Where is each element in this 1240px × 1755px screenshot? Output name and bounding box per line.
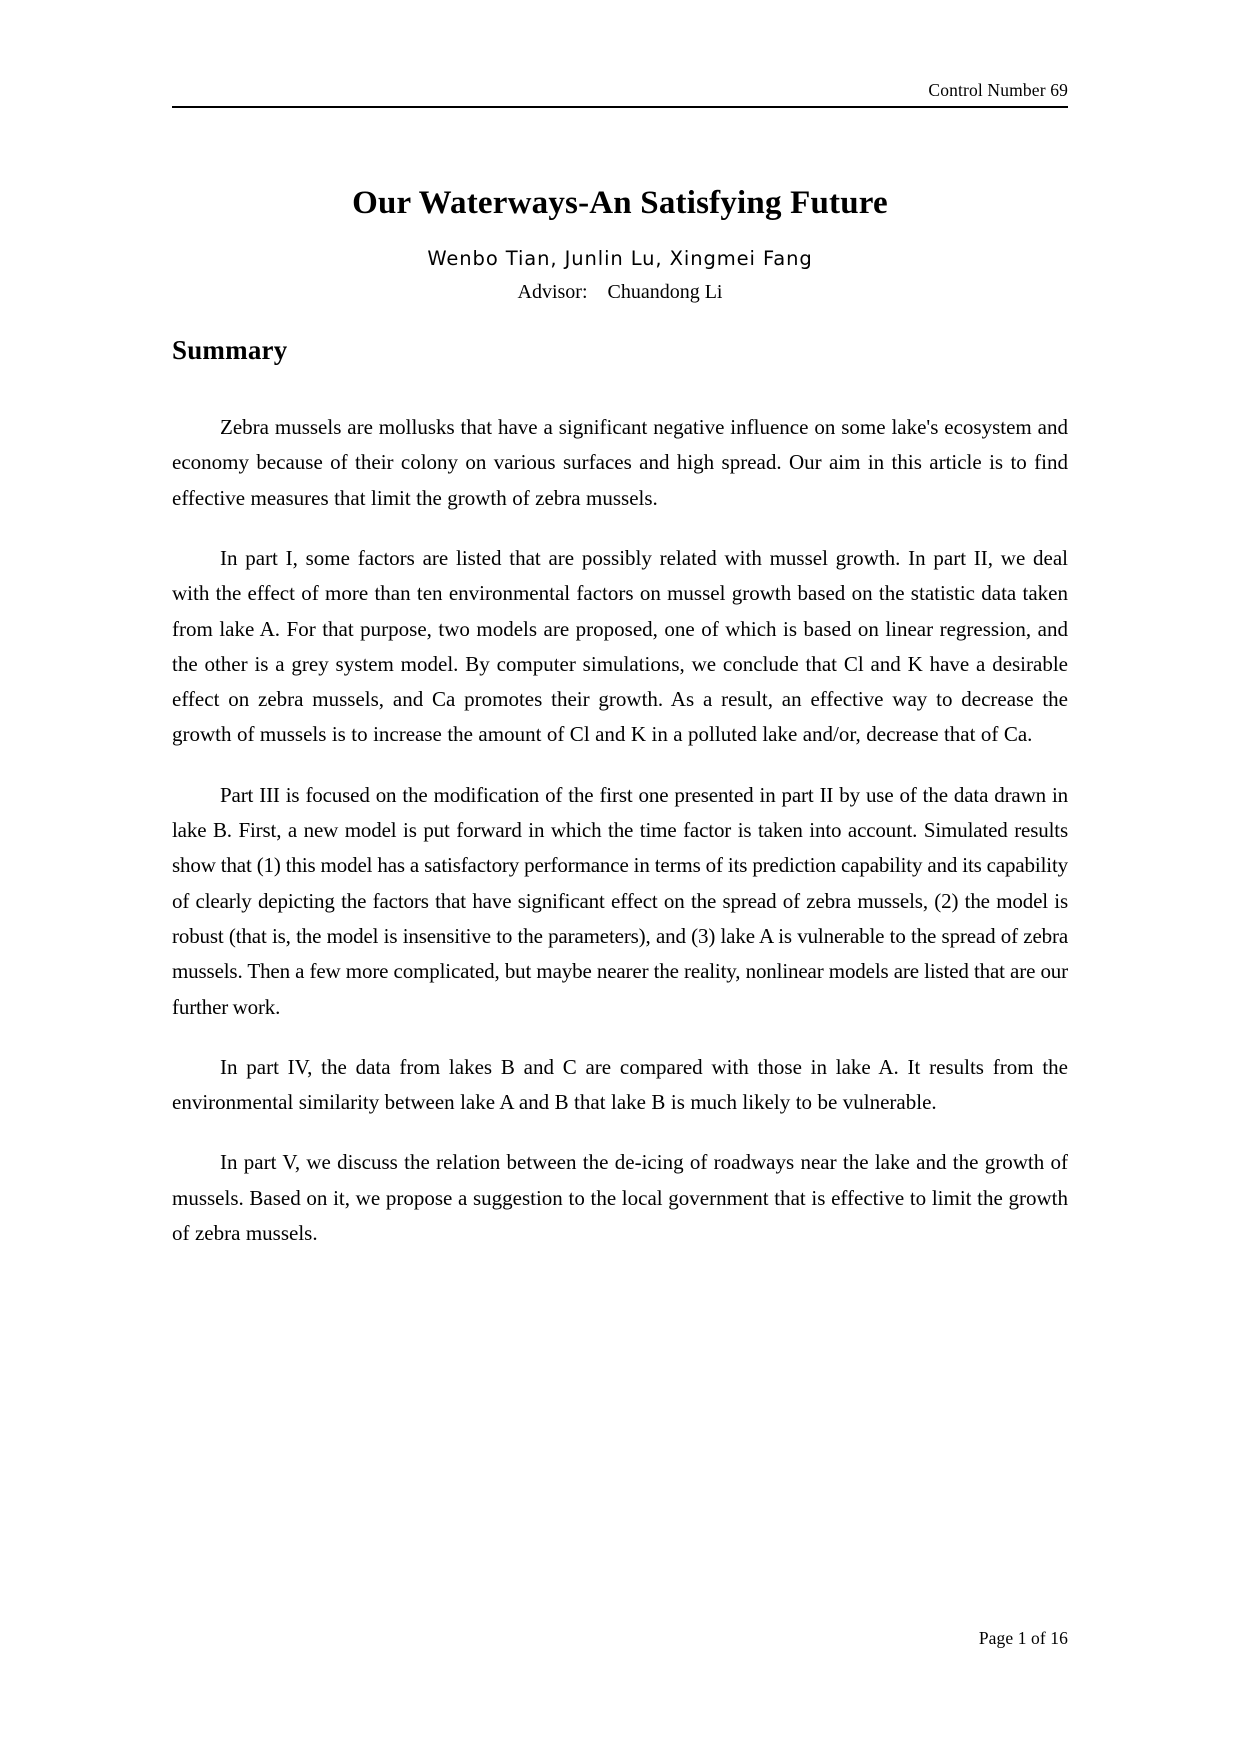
control-number-label: Control Number 69 [928, 80, 1068, 100]
header-rule [172, 106, 1068, 108]
section-heading-summary: Summary [172, 335, 288, 366]
paragraph: Zebra mussels are mollusks that have a significant negative influence on some lake's ecosystem and economy because of their colony on various surfaces and high spread. Our aim in this article is to find effective measures that limit the growth of zebra mussels. [172, 415, 1068, 510]
paragraph: In part I, some factors are listed that are possibly related with mussel growth. In part II, we deal with the effect of more than ten environmental factors on mussel growth based on the statistic data taken from lake A. For that purpose, two models are proposed, one of which is based on linear regression, and the other is a grey system model. By computer simulations, we conclude that Cl and K have a desirable effect on zebra mussels, and Ca promotes their growth. As a result, an effective way to decrease the growth of mussels is to increase the amount of Cl and K in a polluted lake and/or, decrease that of Ca. [172, 545, 1068, 747]
advisor-line: Advisor: Chuandong Li [517, 281, 723, 304]
running-header [172, 0, 1068, 108]
page-footer: Page 1 of 16 [978, 1628, 1068, 1648]
paragraph: In part V, we discuss the relation between the de-icing of roadways near the lake and the growth of mussels. Based on it, we propose a suggestion to the local government that is effective to limit the growth of zebra mussels. [172, 1150, 1068, 1245]
page-content [172, 0, 1068, 1251]
page-title: Our Waterways-An Satisfying Future [352, 185, 888, 221]
paragraph: Part III is focused on the modification of the first one presented in part II by use of the data drawn in lake B. First, a new model is put forward in which the time factor is taken into account. Simulated results show that (1) this model has a satisfactory performance in terms of its prediction capability and its capability of clearly depicting the factors that have significant effect on the spread of zebra mussels, (2) the model is robust (that is, the model is insensitive to the parameters), and (3) lake A is vulnerable to the spread of zebra mussels. Then a few more complicated, but maybe nearer the reality, nonlinear models are listed that are our further work. [172, 782, 1068, 1019]
author-list: Wenbo Tian, Junlin Lu, Xingmei Fang [427, 246, 813, 270]
summary-body [172, 410, 1068, 1251]
paragraph: In part IV, the data from lakes B and C are compared with those in lake A. It results from the environmental similarity between lake A and B that lake B is much likely to be vulnerable. [172, 1054, 1068, 1115]
